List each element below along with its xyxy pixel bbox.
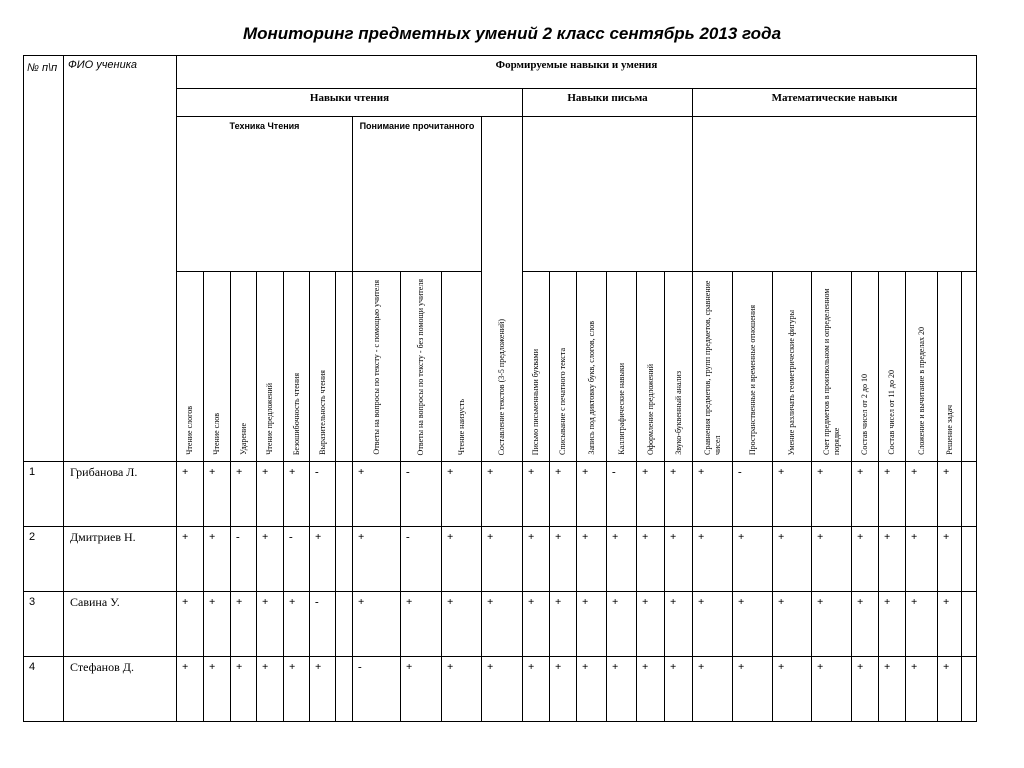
skill-mark: + <box>231 657 257 722</box>
table-row <box>24 592 977 657</box>
col-header-fio: ФИО ученика <box>64 56 177 462</box>
skill-mark: + <box>550 527 577 592</box>
skill-mark: + <box>577 657 607 722</box>
col-header-skill: Запись под диктовку букв, слогов, слов <box>577 272 607 462</box>
col-header-skill: Сложение и вычитание в пределах 20 <box>906 272 938 462</box>
skill-mark: + <box>938 657 962 722</box>
skill-mark: + <box>665 592 693 657</box>
skill-mark: - <box>401 462 442 527</box>
skill-mark: + <box>733 657 773 722</box>
page-title: Мониторинг предметных умений 2 класс сентябрь 2013 года <box>242 24 782 43</box>
row-number: 4 <box>24 657 64 722</box>
skill-mark: + <box>523 527 550 592</box>
skill-mark: + <box>665 527 693 592</box>
skill-mark: + <box>442 592 482 657</box>
skill-mark: + <box>693 462 733 527</box>
skill-mark: + <box>442 527 482 592</box>
row-number: 2 <box>24 527 64 592</box>
col-header-skill: Ответы на вопросы по тексту - без помощи учителя <box>401 272 442 462</box>
header-writing: Навыки письма <box>523 89 693 117</box>
skill-mark <box>336 592 353 657</box>
skill-mark: + <box>773 592 812 657</box>
header-reading: Навыки чтения <box>177 89 523 117</box>
skill-mark: + <box>401 657 442 722</box>
skill-mark: + <box>852 462 879 527</box>
monitoring-table <box>23 55 977 722</box>
student-name: Стефанов Д. <box>64 657 177 722</box>
skill-mark: - <box>353 657 401 722</box>
col-header-skill: Пространственные и временные отношения <box>733 272 773 462</box>
skill-mark: + <box>607 592 637 657</box>
header-writing-blank <box>523 117 693 272</box>
skill-mark: + <box>938 592 962 657</box>
skill-mark: - <box>310 462 336 527</box>
skill-mark: + <box>401 592 442 657</box>
skill-mark <box>962 527 977 592</box>
col-header-skill <box>962 272 977 462</box>
skill-mark: + <box>812 657 852 722</box>
skill-mark: + <box>204 657 231 722</box>
col-header-skill: Сравнения предметов, групп предметов, сравнение чисел <box>693 272 733 462</box>
skill-mark: + <box>906 462 938 527</box>
skill-mark: + <box>879 592 906 657</box>
skill-mark: + <box>812 592 852 657</box>
col-header-skill: Чтение слогов <box>177 272 204 462</box>
skill-mark: - <box>607 462 637 527</box>
skill-mark: + <box>353 462 401 527</box>
skill-mark <box>336 657 353 722</box>
skill-mark: + <box>773 462 812 527</box>
skill-mark: + <box>257 527 284 592</box>
skill-mark: + <box>550 462 577 527</box>
skill-mark: + <box>523 657 550 722</box>
skill-mark: + <box>607 657 637 722</box>
skill-mark: + <box>665 657 693 722</box>
row-number: 1 <box>24 462 64 527</box>
skill-mark: + <box>231 592 257 657</box>
skill-mark: + <box>442 462 482 527</box>
skill-mark: - <box>733 462 773 527</box>
skill-mark: + <box>482 657 523 722</box>
skill-mark: + <box>577 527 607 592</box>
skill-mark: + <box>284 592 310 657</box>
col-header-skill: Состав чисел от 11 до 20 <box>879 272 906 462</box>
header-math-blank <box>693 117 977 272</box>
col-header-skill <box>336 272 353 462</box>
header-row-main <box>24 56 977 89</box>
header-reading-comprehension: Понимание прочитанного <box>353 117 482 272</box>
skill-mark: + <box>482 462 523 527</box>
col-header-skill: Каллиграфические навыки <box>607 272 637 462</box>
col-header-skill: Звуко-буквенный анализ <box>665 272 693 462</box>
skill-mark: + <box>353 527 401 592</box>
skill-mark <box>962 592 977 657</box>
skill-mark: + <box>906 592 938 657</box>
skill-mark: + <box>310 657 336 722</box>
skill-mark: + <box>204 592 231 657</box>
col-header-skill: Ударение <box>231 272 257 462</box>
table-row <box>24 657 977 722</box>
skill-mark <box>336 527 353 592</box>
skill-mark: + <box>879 462 906 527</box>
skill-mark: + <box>852 657 879 722</box>
skill-mark: + <box>693 592 733 657</box>
col-header-skill: Письмо письменными буквами <box>523 272 550 462</box>
col-header-skill: Ответы на вопросы по тексту - с помощью учителя <box>353 272 401 462</box>
col-header-skill: Состав чисел от 2 до 10 <box>852 272 879 462</box>
skill-mark: + <box>577 592 607 657</box>
skill-mark: + <box>812 527 852 592</box>
skill-mark: + <box>257 592 284 657</box>
skill-mark: + <box>482 527 523 592</box>
skill-mark: + <box>523 462 550 527</box>
skill-mark: + <box>257 462 284 527</box>
skill-mark: + <box>550 592 577 657</box>
skill-mark: + <box>637 592 665 657</box>
col-header-skill: Составление текстов (3-5 предложений) <box>482 117 523 462</box>
skill-mark <box>962 657 977 722</box>
skill-mark: + <box>938 527 962 592</box>
col-header-skill: Решение задач <box>938 272 962 462</box>
skill-mark: + <box>177 592 204 657</box>
skill-mark: - <box>284 527 310 592</box>
skill-mark <box>336 462 353 527</box>
col-header-skill: Чтение наизусть <box>442 272 482 462</box>
skill-mark: + <box>879 527 906 592</box>
skill-mark: + <box>482 592 523 657</box>
skill-mark: + <box>177 657 204 722</box>
skill-mark: + <box>879 657 906 722</box>
skill-mark: + <box>812 462 852 527</box>
skill-mark: + <box>577 462 607 527</box>
skill-mark: + <box>550 657 577 722</box>
skill-mark: - <box>310 592 336 657</box>
skill-mark: + <box>177 462 204 527</box>
col-header-skill: Списывание с печатного текста <box>550 272 577 462</box>
skill-mark: + <box>938 462 962 527</box>
skill-mark: + <box>665 462 693 527</box>
header-reading-technique: Техника Чтения <box>177 117 353 272</box>
col-header-skill: Чтение предложений <box>257 272 284 462</box>
skill-mark: + <box>637 657 665 722</box>
student-name: Савина У. <box>64 592 177 657</box>
col-header-num: № п\п <box>24 56 64 462</box>
skill-mark: + <box>733 527 773 592</box>
skill-mark: + <box>310 527 336 592</box>
skill-mark: + <box>693 527 733 592</box>
skill-mark: + <box>852 592 879 657</box>
col-header-skill: Оформление предложений <box>637 272 665 462</box>
skill-mark: + <box>733 592 773 657</box>
skill-mark: + <box>523 592 550 657</box>
skill-mark: + <box>204 527 231 592</box>
header-math: Математические навыки <box>693 89 977 117</box>
skill-mark: + <box>353 592 401 657</box>
skill-mark: + <box>284 657 310 722</box>
skill-mark: + <box>442 657 482 722</box>
skill-mark: + <box>693 657 733 722</box>
skill-mark: + <box>852 527 879 592</box>
table-row <box>24 527 977 592</box>
col-header-skill: Безошибочность чтения <box>284 272 310 462</box>
student-name: Грибанова Л. <box>64 462 177 527</box>
skill-mark: + <box>906 527 938 592</box>
col-header-skill: Выразительность чтения <box>310 272 336 462</box>
skill-mark: + <box>257 657 284 722</box>
row-number: 3 <box>24 592 64 657</box>
table-row <box>24 462 977 527</box>
skill-mark: + <box>177 527 204 592</box>
col-header-skill: Умение различать геометрические фигуры <box>773 272 812 462</box>
skill-mark: + <box>773 657 812 722</box>
student-name: Дмитриев Н. <box>64 527 177 592</box>
skill-mark: + <box>773 527 812 592</box>
col-header-skill: Чтение слов <box>204 272 231 462</box>
skill-mark: + <box>284 462 310 527</box>
skill-mark: + <box>906 657 938 722</box>
skill-mark: + <box>204 462 231 527</box>
skill-mark: - <box>231 527 257 592</box>
skill-mark: + <box>637 527 665 592</box>
skill-mark <box>962 462 977 527</box>
col-header-skill: Счет предметов в произвольном и определенном порядке <box>812 272 852 462</box>
skill-mark: + <box>231 462 257 527</box>
skill-mark: + <box>607 527 637 592</box>
skill-mark: - <box>401 527 442 592</box>
header-skills: Формируемые навыки и умения <box>177 56 977 89</box>
skill-mark: + <box>637 462 665 527</box>
